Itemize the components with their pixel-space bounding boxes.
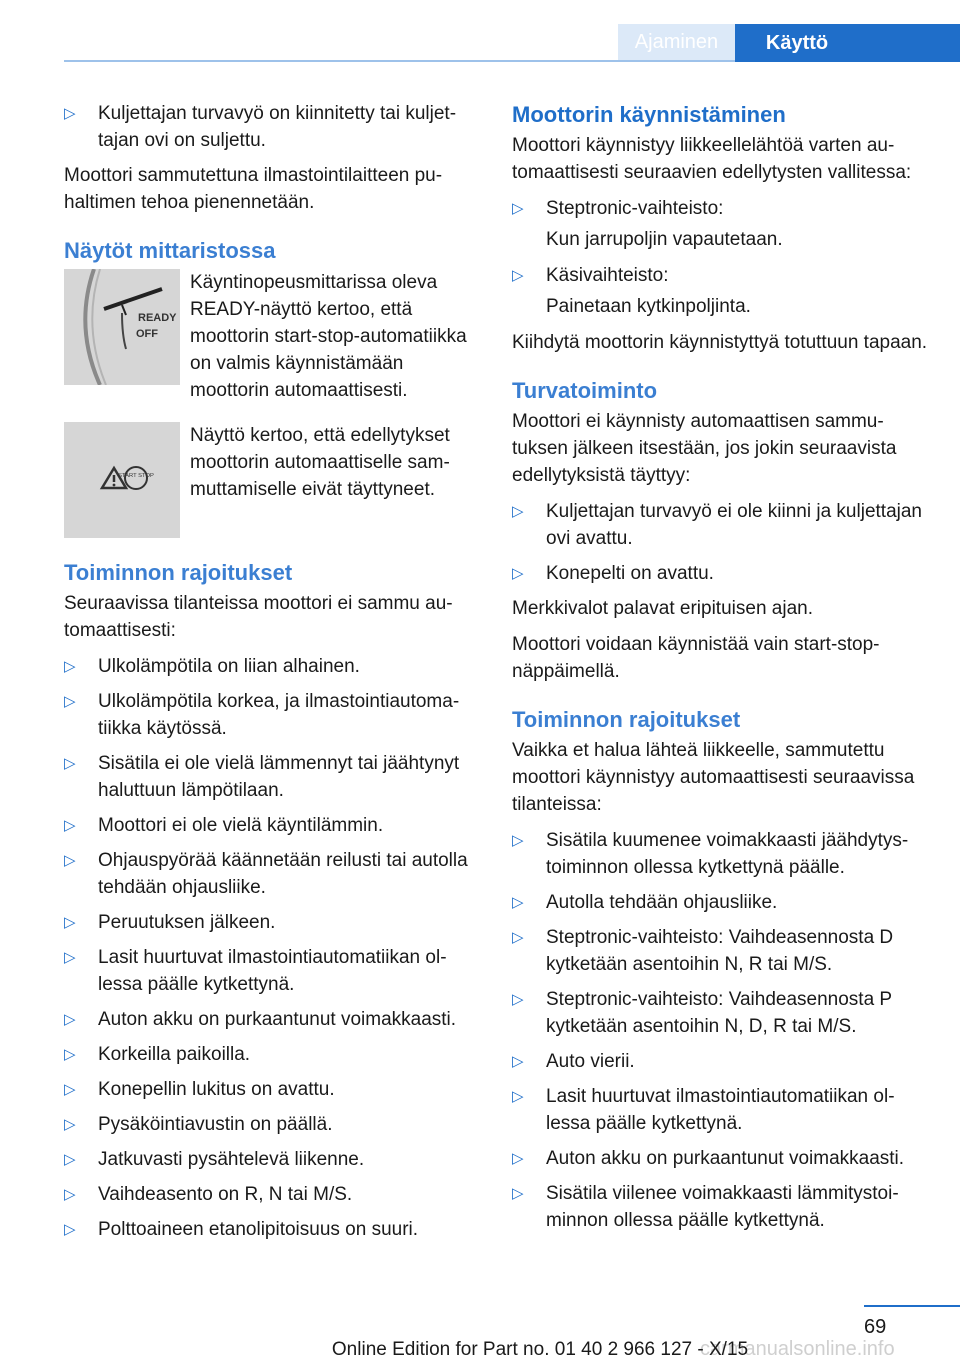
- list-item: ▷ Kuljettajan turvavyö on kiinnitetty tai kuljettajan ovi on suljettu.: [64, 100, 476, 154]
- bullet-triangle-icon: ▷: [512, 565, 524, 582]
- header-section-label: Ajaminen: [634, 31, 719, 53]
- list-item: ▷ Sisätila ei ole vielä lämmennyt tai jäähtynyt haluttuun lämpötilaan.: [64, 750, 476, 804]
- bullet-triangle-icon: ▷: [512, 1150, 524, 1167]
- header-chapter-label: Käyttö: [765, 32, 829, 54]
- limits-list: [64, 653, 476, 1243]
- bullet-triangle-icon: ▷: [64, 852, 76, 869]
- figure-start-stop: [64, 422, 476, 538]
- section-heading-safety: Turvatoiminto: [512, 378, 658, 403]
- start-stop-indicator-image: [64, 422, 180, 538]
- paragraph: Moottori ei käynnisty automaattisen sammutuksen jälkeen itsestään, jos jokin seuraavista edellytyksistä täyttyy:: [512, 411, 897, 486]
- list-item: ▷ Jatkuvasti pysähtelevä liikenne.: [64, 1146, 476, 1173]
- list-item: ▷ Konepelti on avattu.: [512, 560, 928, 587]
- list-item: ▷ Steptronic-vaihteisto: Vaihdeasennosta P kytketään asentoihin N, D, R tai M/S.: [512, 986, 928, 1040]
- list-item: ▷ Lasit huurtuvat ilmastointiautomatiikan ollessa päälle kytkettynä.: [512, 1083, 928, 1137]
- list-item: ▷ Auto vierii.: [512, 1048, 928, 1075]
- bullet-triangle-icon: ▷: [512, 894, 524, 911]
- paragraph: Moottori sammutettuna ilmastointilaitteen puhaltimen tehoa pienennetään.: [64, 165, 443, 213]
- bullet-triangle-icon: ▷: [512, 1185, 524, 1202]
- start-stop-label: START STOP: [118, 473, 154, 479]
- start-stop-warning-icon: [64, 422, 180, 538]
- bullet-triangle-icon: ▷: [64, 1081, 76, 1098]
- top-bullet-list: [64, 100, 476, 154]
- bullet-triangle-icon: ▷: [64, 1221, 76, 1238]
- tachometer-gauge-icon: [64, 269, 180, 385]
- tachometer-ready-image: [64, 269, 180, 385]
- paragraph: Kiihdytä moottorin käynnistyttyä totuttuun tapaan.: [512, 332, 928, 353]
- bullet-triangle-icon: ▷: [64, 693, 76, 710]
- list-item: ▷ Korkeilla paikoilla.: [64, 1041, 476, 1068]
- list-item: ▷ Ohjauspyörää käännetään reilusti tai autolla tehdään ohjausliike.: [64, 847, 476, 901]
- bullet-triangle-icon: ▷: [64, 658, 76, 675]
- bullet-triangle-icon: ▷: [64, 1151, 76, 1168]
- list-item: ▷ Peruutuksen jälkeen.: [64, 909, 476, 936]
- bullet-triangle-icon: ▷: [64, 1186, 76, 1203]
- bullet-triangle-icon: ▷: [512, 1053, 524, 1070]
- list-item: ▷ Moottori ei ole vielä käyntilämmin.: [64, 812, 476, 839]
- list-item: ▷ Autolla tehdään ohjausliike.: [512, 889, 928, 916]
- bullet-triangle-icon: ▷: [64, 755, 76, 772]
- section-heading-limits-2: Toiminnon rajoitukset: [512, 707, 741, 732]
- bullet-triangle-icon: ▷: [512, 267, 524, 284]
- list-item: ▷ Kuljettajan turvavyö ei ole kiinni ja kuljettajan ovi avattu.: [512, 498, 928, 552]
- list-item: ▷ Käsivaihteisto:: [512, 262, 928, 289]
- section-heading-displays: Näytöt mittaristossa: [64, 238, 276, 263]
- list-item: ▷ Konepellin lukitus on avattu.: [64, 1076, 476, 1103]
- bullet-triangle-icon: ▷: [512, 991, 524, 1008]
- off-label: OFF: [136, 328, 158, 340]
- bullet-triangle-icon: ▷: [64, 914, 76, 931]
- bullet-triangle-icon: ▷: [64, 105, 76, 122]
- list-item: ▷ Lasit huurtuvat ilmastointiautomatiikan ollessa päälle kytkettynä.: [64, 944, 476, 998]
- bullet-triangle-icon: ▷: [64, 1046, 76, 1063]
- paragraph: Vaikka et halua lähteä liikkeelle, sammutettu moottori käynnistyy automaattisesti seuraavissa tilanteissa:: [512, 740, 915, 815]
- footer-rule: [864, 1305, 960, 1307]
- list-item: ▷ Ulkolämpötila korkea, ja ilmastointiautomatiikka käytössä.: [64, 688, 476, 742]
- bullet-triangle-icon: ▷: [64, 1011, 76, 1028]
- list-item: ▷ Pysäköintiavustin on päällä.: [64, 1111, 476, 1138]
- list-item-detail: Kun jarrupoljin vapautetaan.: [546, 229, 783, 250]
- list-item: ▷ Ulkolämpötila on liian alhainen.: [64, 653, 476, 680]
- list-item: ▷ Sisätila kuumenee voimakkaasti jäähdytystoiminnon ollessa kytkettynä päälle.: [512, 827, 928, 881]
- section-heading-engine-start: Moottorin käynnistäminen: [512, 102, 786, 127]
- bullet-triangle-icon: ▷: [64, 1116, 76, 1133]
- bullet-triangle-icon: ▷: [512, 200, 524, 217]
- limits-2-list: [512, 827, 928, 1234]
- figure-caption: Käyntinopeusmittarissa oleva READY-näyttö kertoo, että moottorin start-stop-automatiikka on valmis käynnistämään moottorin automaattisesti.: [190, 272, 467, 401]
- list-item: ▷ Steptronic-vaihteisto:: [512, 195, 928, 222]
- paragraph: Merkkivalot palavat eripituisen ajan.: [512, 598, 813, 619]
- paragraph: Seuraavissa tilanteissa moottori ei sammu automaattisesti:: [64, 593, 453, 641]
- paragraph: Moottori käynnistyy liikkeellelähtöä varten automaattisesti seuraavien edellytysten vallitessa:: [512, 135, 912, 183]
- bullet-triangle-icon: ▷: [64, 949, 76, 966]
- bullet-triangle-icon: ▷: [64, 817, 76, 834]
- bullet-triangle-icon: ▷: [512, 1088, 524, 1105]
- list-item-detail: Painetaan kytkinpoljinta.: [546, 296, 751, 317]
- list-item: ▷ Auton akku on purkaantunut voimakkaasti.: [64, 1006, 476, 1033]
- bullet-triangle-icon: ▷: [512, 503, 524, 520]
- list-item: ▷ Polttoaineen etanolipitoisuus on suuri.: [64, 1216, 476, 1243]
- paragraph: Moottori voidaan käynnistää vain start-stop-näppäimellä.: [512, 634, 880, 682]
- section-heading-limits: Toiminnon rajoitukset: [64, 560, 293, 585]
- figure-caption: Näyttö kertoo, että edellytykset moottorin automaattiselle sammuttamiselle eivät täyttyneet.: [190, 425, 450, 500]
- ready-label: READY: [138, 312, 177, 324]
- safety-list: [512, 498, 928, 587]
- bullet-triangle-icon: ▷: [512, 929, 524, 946]
- list-item: ▷ Sisätila viilenee voimakkaasti lämmitystoiminnon ollessa päälle kytkettynä.: [512, 1180, 928, 1234]
- list-item: ▷ Auton akku on purkaantunut voimakkaasti.: [512, 1145, 928, 1172]
- start-conditions-list-2: [512, 262, 928, 289]
- list-item: ▷ Vaihdeasento on R, N tai M/S.: [64, 1181, 476, 1208]
- watermark: carmanualsonline.info: [700, 1338, 895, 1360]
- bullet-triangle-icon: ▷: [512, 832, 524, 849]
- list-item: ▷ Steptronic-vaihteisto: Vaihdeasennosta D kytketään asentoihin N, R tai M/S.: [512, 924, 928, 978]
- right-column: [512, 100, 928, 1242]
- start-conditions-list: [512, 195, 928, 222]
- page-number: 69: [864, 1316, 887, 1338]
- figure-ready: [64, 269, 476, 404]
- edition-line: Online Edition for Part no. 01 40 2 966 127 - X/15: [331, 1339, 749, 1360]
- left-column: [64, 100, 476, 1251]
